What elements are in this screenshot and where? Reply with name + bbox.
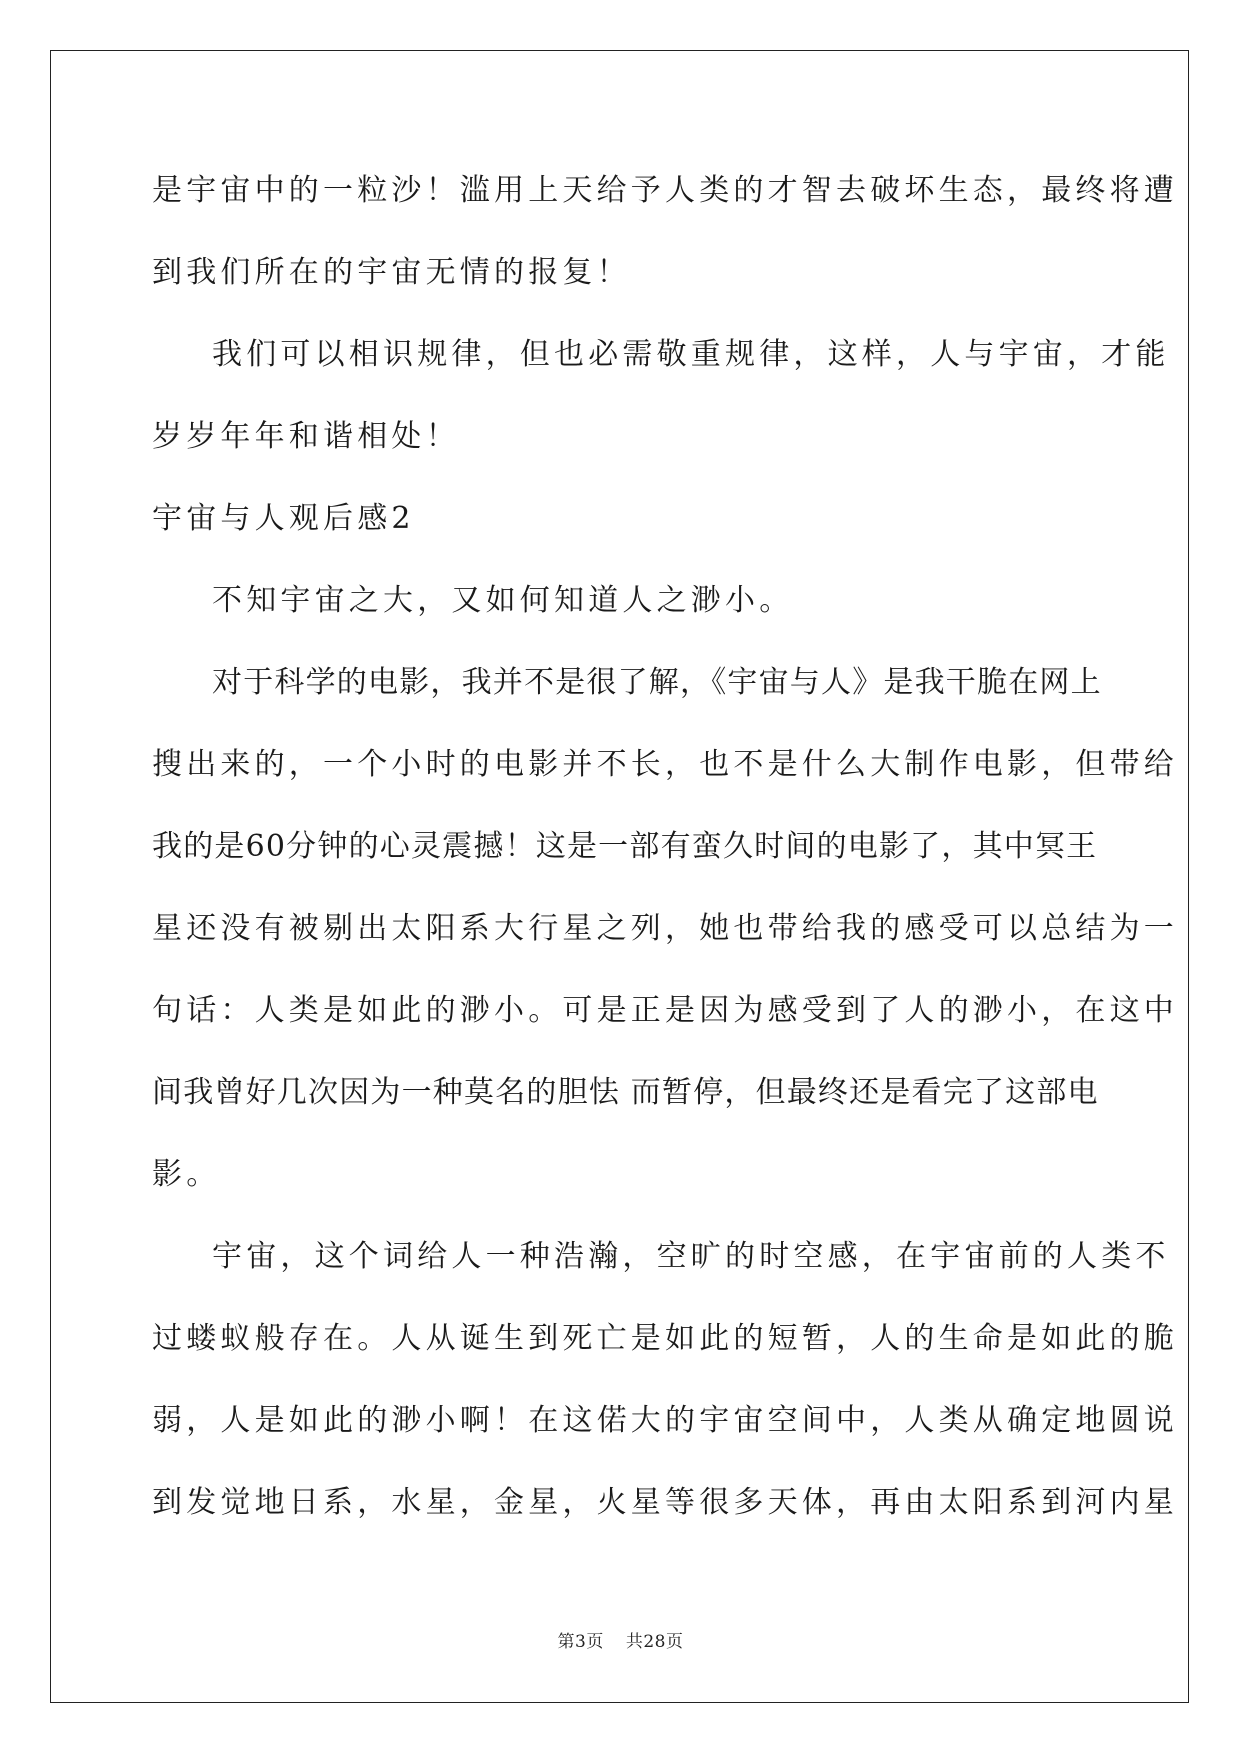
text-line: 过蝼蚁般存在。人从诞生到死亡是如此的短暂，人的生命是如此的脆: [152, 1321, 1178, 1356]
text-line: 影。: [152, 1157, 221, 1192]
section-heading: 宇宙与人观后感2: [152, 501, 415, 536]
text-line: 间我曾好几次因为一种莫名的胆怯 而暂停，但最终还是看完了这部电: [152, 1075, 1099, 1110]
document-body: [152, 160, 1178, 1554]
text-line: 句话：人类是如此的渺小。可是正是因为感受到了人的渺小，在这中: [152, 993, 1178, 1028]
text-line: 是宇宙中的一粒沙！滥用上天给予人类的才智去破坏生态，最终将遭: [152, 173, 1178, 208]
paragraph-start: 我们可以相识规律，但也必需敬重规律，这样，人与宇宙，才能: [212, 337, 1170, 372]
text-line: 星还没有被剔出太阳系大行星之列，她也带给我的感受可以总结为一: [152, 911, 1178, 946]
paragraph-start: 宇宙，这个词给人一种浩瀚，空旷的时空感，在宇宙前的人类不: [212, 1239, 1170, 1274]
page-number: 第3页: [557, 1632, 604, 1652]
text-line: 到发觉地日系，水星，金星，火星等很多天体，再由太阳系到河内星: [152, 1485, 1178, 1520]
page-footer: [0, 1627, 1241, 1652]
text-line: 我的是60分钟的心灵震撼！这是一部有蛮久时间的电影了，其中冥王: [152, 829, 1098, 864]
text-line: 搜出来的，一个小时的电影并不长，也不是什么大制作电影，但带给: [152, 747, 1178, 782]
text-line: 到我们所在的宇宙无情的报复！: [152, 255, 631, 290]
paragraph-start: 对于科学的电影，我并不是很了解，《宇宙与人》是我干脆在网上: [212, 665, 1102, 700]
text-line: 岁岁年年和谐相处！: [152, 419, 460, 454]
text-line: 弱，人是如此的渺小啊！在这偌大的宇宙空间中，人类从确定地圆说: [152, 1403, 1178, 1438]
paragraph-start: 不知宇宙之大，又如何知道人之渺小。: [212, 583, 794, 618]
total-pages: 共28页: [625, 1632, 684, 1652]
